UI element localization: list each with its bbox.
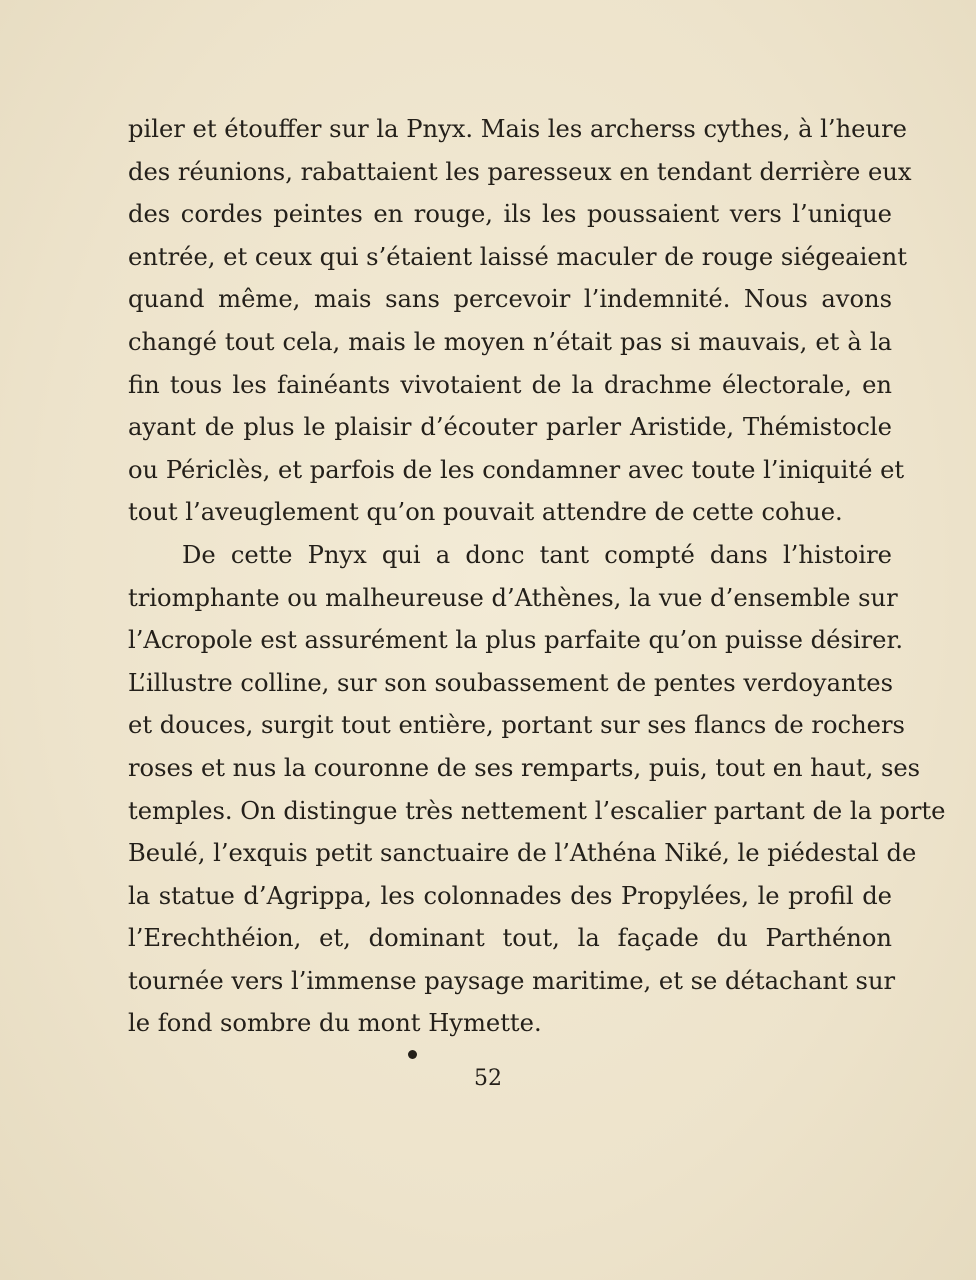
text-line: triomphante ou malheureuse d’Athènes, la vue d’ensemble sur <box>128 583 898 612</box>
text-line: la statue d’Agrippa, les colonnades des Propylées, le profil de <box>128 881 892 910</box>
text-line: des réunions, rabattaient les paresseux en tendant derrière eux <box>128 157 912 186</box>
text-line: Beulé, l’exquis petit sanctuaire de l’Athéna Niké, le piédestal de <box>128 839 917 868</box>
text-line: fin tous les fainéants vivotaient de la drachme électorale, en <box>128 370 892 399</box>
text-line: piler et étouffer sur la Pnyx. Mais les archerss cythes, à l’heure <box>128 115 907 143</box>
text-line: et douces, surgit tout entière, portant sur ses flancs de rochers <box>128 711 905 740</box>
ornament-dot <box>408 1050 417 1059</box>
text-line: des cordes peintes en rouge, ils les poussaient vers l’unique <box>128 200 892 229</box>
text-line: L’illustre colline, sur son soubassement de pentes verdoyantes <box>128 668 894 697</box>
page-number: 52 <box>474 1066 502 1091</box>
text-line: l’Erechthéion, et, dominant tout, la façade du Parthénon <box>128 924 892 953</box>
text-line: tout l’aveuglement qu’on pouvait attendre de cette cohue. <box>128 498 843 527</box>
body-text <box>128 108 946 1045</box>
paragraph-first-line: De cette Pnyx qui a donc tant compté dans l’histoire <box>182 540 892 569</box>
text-line: temples. On distingue très nettement l’escalier partant de la porte <box>128 796 946 825</box>
text-line: ou Périclès, et parfois de les condamner avec toute l’iniquité et <box>128 455 905 484</box>
text-line: le fond sombre du mont Hymette. <box>128 1009 542 1038</box>
text-line: quand même, mais sans percevoir l’indemnité. Nous avons <box>128 285 892 314</box>
text-line: roses et nus la couronne de ses remparts, puis, tout en haut, ses <box>128 753 921 782</box>
text-line: changé tout cela, mais le moyen n’était pas si mauvais, et à la <box>128 327 892 356</box>
text-line: l’Acropole est assurément la plus parfaite qu’on puisse désirer. <box>128 626 904 655</box>
text-line: entrée, et ceux qui s’étaient laissé maculer de rouge siégeaient <box>128 242 907 271</box>
text-line: tournée vers l’immense paysage maritime, et se détachant sur <box>128 966 896 995</box>
text-line: ayant de plus le plaisir d’écouter parler Aristide, Thémistocle <box>128 413 892 442</box>
